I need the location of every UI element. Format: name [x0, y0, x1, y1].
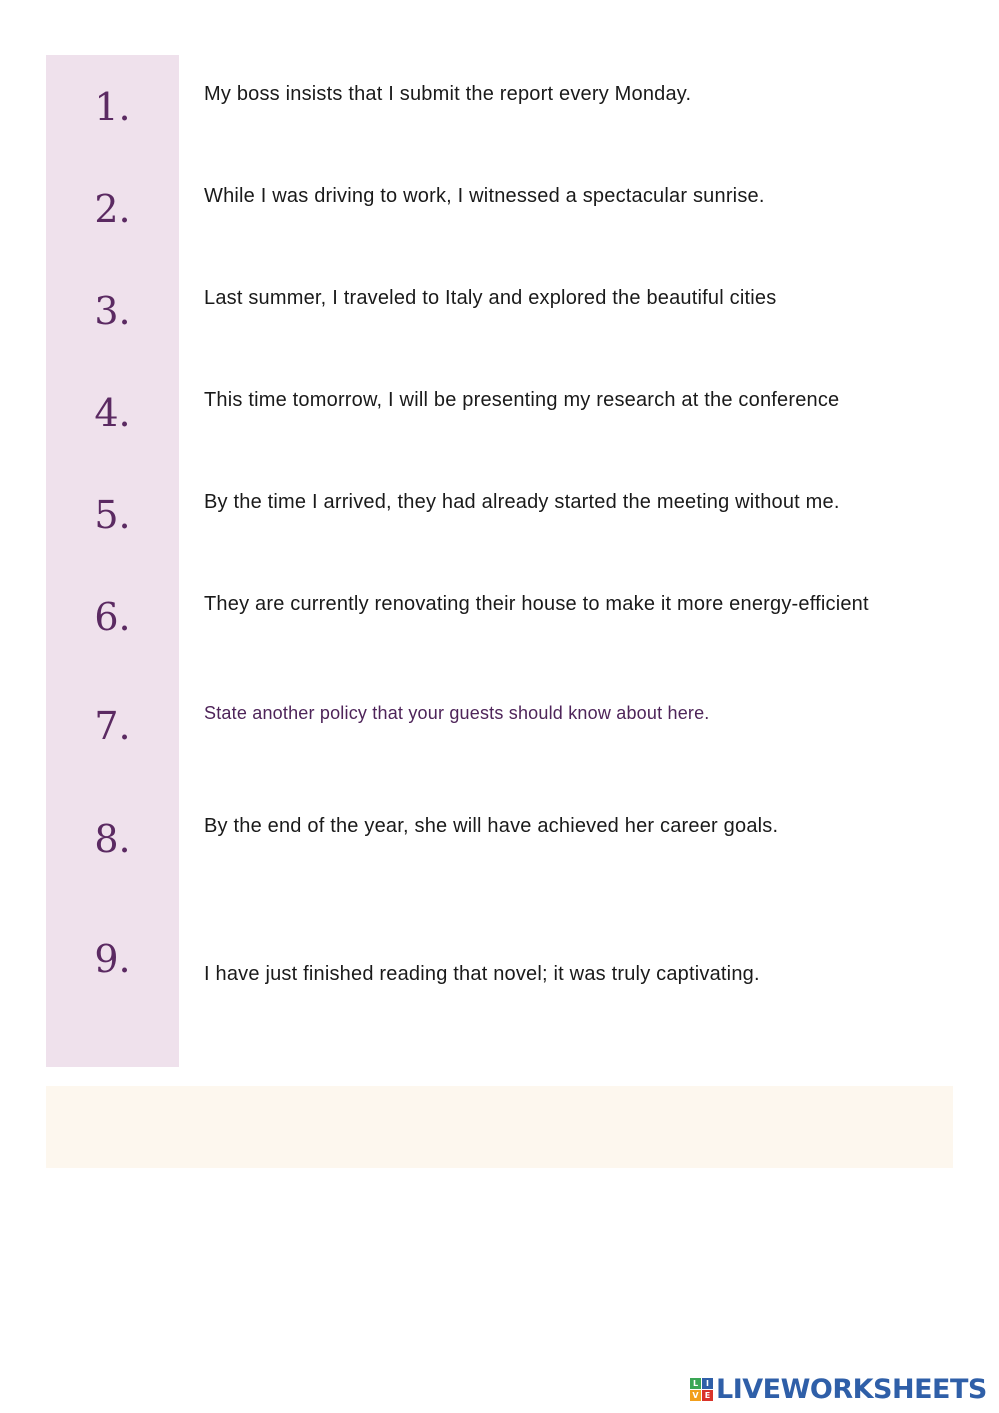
logo-letter: I: [702, 1378, 713, 1389]
footer-box: [46, 1086, 953, 1168]
item-text-placeholder: State another policy that your guests should know about here.: [204, 703, 710, 723]
item-text: By the end of the year, she will have achieved her career goals.: [204, 815, 779, 837]
item-text: They are currently renovating their house to make it more energy-efficient: [204, 593, 869, 615]
logo-letter: V: [690, 1390, 701, 1401]
item-text: This time tomorrow, I will be presenting my research at the conference: [204, 389, 840, 411]
item-text: While I was driving to work, I witnessed a spectacular sunrise.: [204, 185, 765, 207]
item-number: 4.: [94, 391, 131, 435]
item-number: 9.: [94, 937, 131, 981]
logo-letter: L: [690, 1378, 701, 1389]
liveworksheets-logo-icon: [690, 1378, 713, 1401]
item-number: 8.: [94, 817, 131, 861]
item-number: 3.: [94, 289, 131, 333]
item-number: 1.: [94, 85, 131, 129]
item-number: 7.: [94, 704, 131, 748]
item-text: Last summer, I traveled to Italy and explored the beautiful cities: [204, 287, 777, 309]
item-text: By the time I arrived, they had already started the meeting without me.: [204, 491, 840, 513]
item-number: 2.: [94, 187, 131, 231]
brand-name: LIVEWORKSHEETS: [716, 1373, 987, 1405]
logo-letter: E: [702, 1390, 713, 1401]
item-number: 5.: [94, 493, 131, 537]
item-text: My boss insists that I submit the report every Monday.: [204, 83, 692, 105]
liveworksheets-brand: [690, 1373, 987, 1405]
item-text: I have just finished reading that novel; it was truly captivating.: [204, 963, 760, 985]
item-number: 6.: [94, 595, 131, 639]
